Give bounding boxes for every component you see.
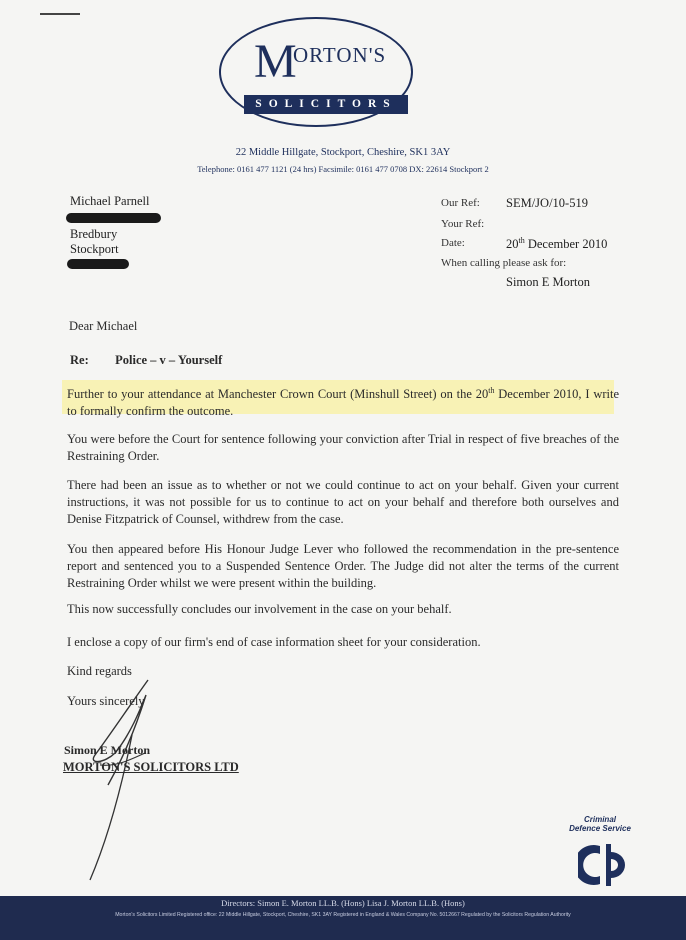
our-ref-label: Our Ref: (441, 197, 480, 209)
recipient-town: Bredbury (70, 227, 118, 241)
subject-line (70, 353, 222, 368)
firm-logo-name: ORTON'S (293, 43, 387, 67)
paragraph-judgment: You then appeared before His Honour Judge Lever who followed the recommendation in the pre-sentence report and sentenced you to a Suspended Sentence Order. The Judge did not alter the terms of the current Restraining Order whilst we were present within the building. (67, 542, 619, 590)
firm-address: 22 Middle Hillgate, Stockport, Cheshire, SK1 3AY (235, 147, 451, 158)
paragraph-representation: There had been an issue as to whether or not we could continue to act on your behalf. Given your current instructions, it was not possible for us to continue to act on your behalf and therefore both ourselves and Denise Fitzpatrick of Counsel, withdrew from the case. (67, 478, 619, 526)
subject-text: Police – v – Yourself (115, 353, 223, 367)
signatory-name: Simon E Morton (64, 743, 151, 757)
our-ref-value: SEM/JO/10-519 (506, 196, 588, 210)
closing-sincerely: Yours sincerely (67, 694, 145, 708)
footer-registration: Morton's Solicitors Limited Registered office: 22 Middle Hillgate, Stockport, Cheshire, SK1 3AY Registered in England & Wales Company No. 5012667 Regulated by the Solicitors Regulation Authority (115, 912, 571, 918)
handwritten-signature (60, 675, 180, 885)
firm-contact: Telephone: 0161 477 1121 (24 hrs) Facsimile: 0161 477 0708 DX: 22614 Stockport 2 (197, 164, 489, 174)
footer-directors: Directors: Simon E. Morton LL.B. (Hons) Lisa J. Morton LL.B. (Hons) (221, 898, 465, 908)
salutation: Dear Michael (69, 319, 138, 333)
paragraph-enclosure: I enclose a copy of our firm's end of case information sheet for your consideration. (67, 635, 481, 649)
pen-mark (40, 13, 80, 15)
criminal-defence-service-icon (578, 840, 632, 890)
redacted-postcode (67, 259, 129, 269)
paragraph-outcome: Further to your attendance at Manchester Crown Court (Minshull Street) on the 20th December 2010, I write to formally confirm the outcome. (67, 386, 620, 419)
letter-date: 20th December 2010 (506, 236, 608, 252)
recipient-name: Michael Parnell (70, 194, 150, 208)
cds-label: Criminal Defence Service (569, 815, 631, 833)
recipient-city: Stockport (70, 242, 119, 256)
paragraph-sentence: You were before the Court for sentence following your conviction after Trial in respect of five breaches of the Restraining Order. (67, 432, 619, 463)
subject-label: Re: (70, 353, 89, 367)
calling-label: When calling please ask for: (441, 257, 567, 269)
closing-regards: Kind regards (67, 664, 132, 678)
redacted-street (66, 213, 161, 223)
paragraph-conclusion: This now successfully concludes our involvement in the case on your behalf. (67, 602, 452, 616)
date-label: Date: (441, 237, 465, 249)
firm-logo-initial: M (254, 35, 297, 88)
your-ref-label: Your Ref: (441, 218, 485, 230)
contact-person: Simon E Morton (506, 275, 591, 289)
firm-logo-band: SOLICITORS (244, 95, 408, 114)
signatory-firm: MORTON'S SOLICITORS LTD (63, 760, 239, 774)
